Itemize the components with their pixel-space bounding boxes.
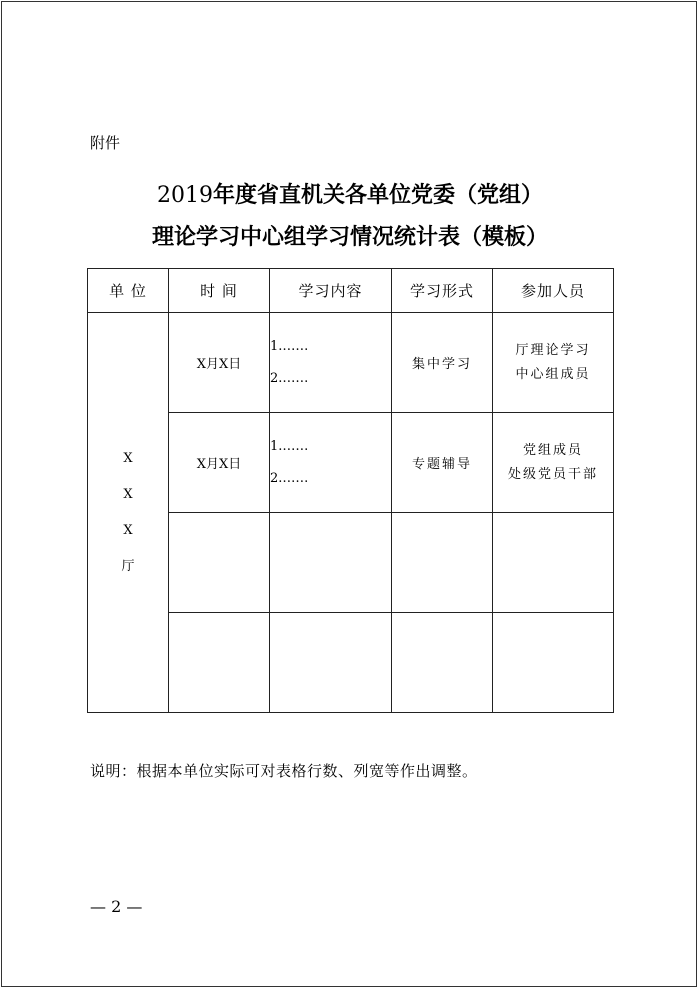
- participants-line: 处级党员干部: [507, 466, 598, 482]
- participants-line: 党组成员: [522, 442, 583, 458]
- document-title-line-1: [0, 178, 700, 209]
- content-item: 2.……: [270, 470, 309, 486]
- participants-cell: [493, 413, 614, 513]
- header-time: 时 间: [169, 269, 270, 313]
- unit-char: 厅: [121, 558, 135, 574]
- time-cell: [169, 513, 270, 613]
- table-note: 说明：根据本单位实际可对表格行数、列宽等作出调整。: [90, 762, 478, 780]
- attachment-label: 附件: [90, 134, 121, 152]
- unit-char: X: [123, 522, 133, 538]
- form-cell: [392, 513, 493, 613]
- title-line-1-text: 年度省直机关各单位党委（党组）: [212, 183, 543, 208]
- unit-char: X: [123, 486, 133, 502]
- content-cell: [270, 313, 392, 413]
- header-content: 学习内容: [270, 269, 392, 313]
- content-item: 1.……: [270, 338, 309, 354]
- time-cell: [169, 613, 270, 713]
- header-participants: 参加人员: [493, 269, 614, 313]
- unit-cell: [88, 313, 169, 713]
- time-cell: X月X日: [169, 313, 270, 413]
- table-row: [88, 313, 614, 413]
- participants-cell: [493, 513, 614, 613]
- participants-line: 厅理论学习: [515, 342, 591, 358]
- content-cell: [270, 513, 392, 613]
- content-cell: [270, 613, 392, 713]
- time-cell: X月X日: [169, 413, 270, 513]
- unit-char: X: [123, 450, 133, 466]
- participants-cell: [493, 313, 614, 413]
- header-unit: 单 位: [88, 269, 169, 313]
- page-number: — 2 —: [90, 897, 143, 916]
- table-header-row: [88, 269, 614, 313]
- statistics-table: [87, 268, 614, 713]
- header-form: 学习形式: [392, 269, 493, 313]
- form-cell: 集中学习: [392, 313, 493, 413]
- form-cell: 专题辅导: [392, 413, 493, 513]
- document-title-line-2: 理论学习中心组学习情况统计表（模板）: [151, 225, 548, 250]
- form-cell: [392, 613, 493, 713]
- title-year: 2019: [156, 183, 213, 208]
- participants-cell: [493, 613, 614, 713]
- participants-line: 中心组成员: [515, 366, 591, 382]
- content-cell: [270, 413, 392, 513]
- content-item: 1.……: [270, 438, 309, 454]
- content-item: 2.……: [270, 370, 309, 386]
